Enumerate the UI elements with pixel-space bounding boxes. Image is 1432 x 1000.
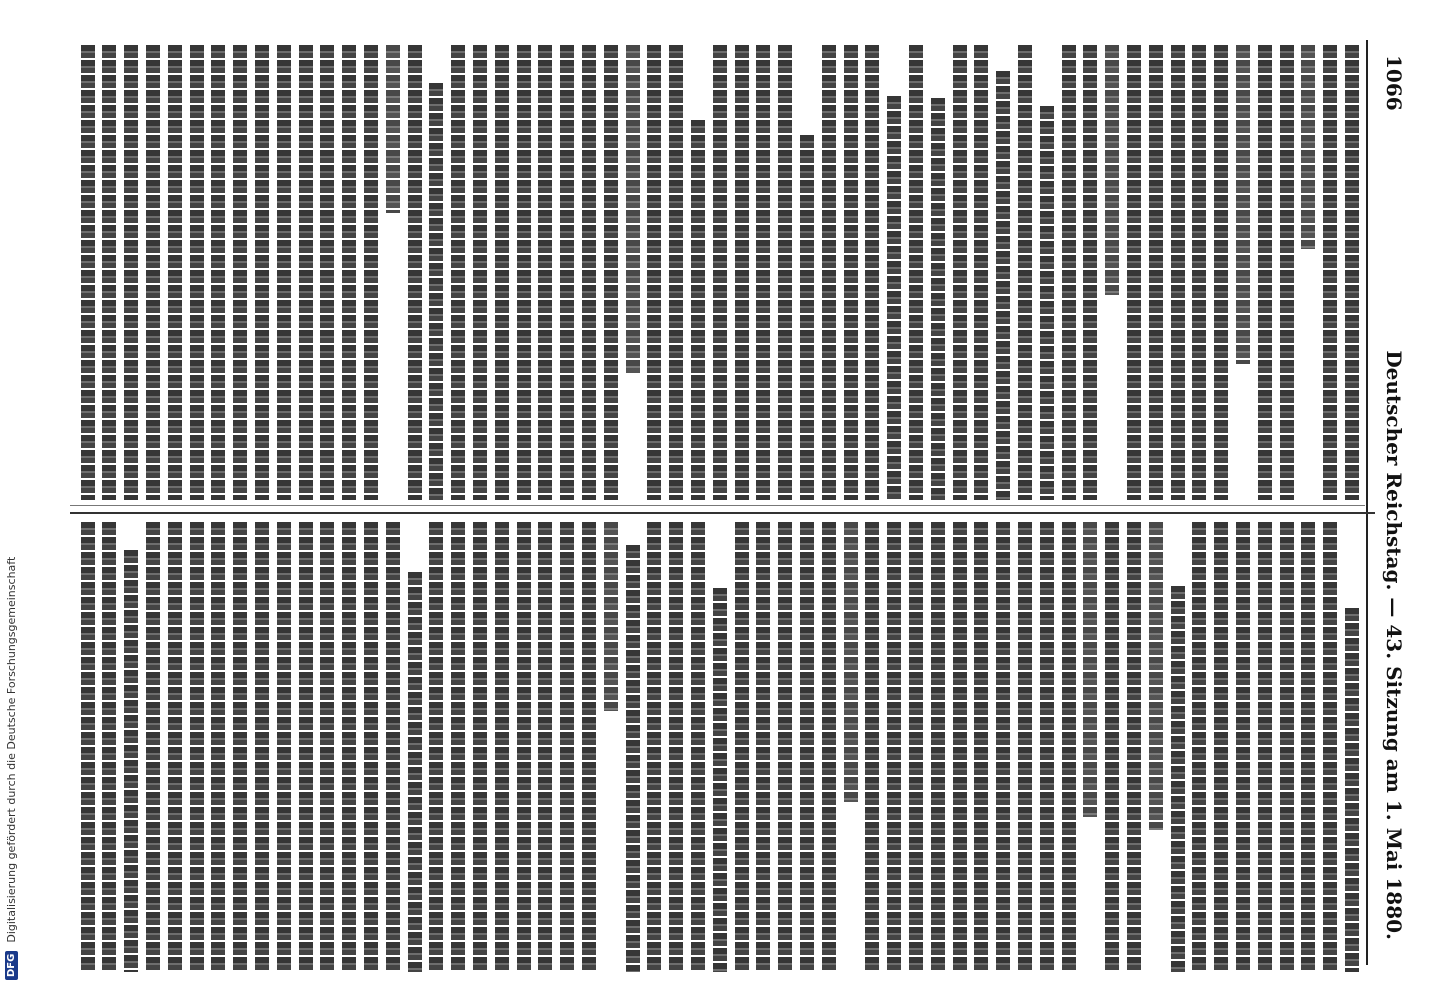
- page-number: 1066: [1382, 55, 1406, 111]
- text-line: [1018, 522, 1032, 972]
- text-line: [168, 522, 182, 972]
- text-line: [342, 45, 356, 500]
- text-line: [756, 45, 770, 500]
- text-line: [756, 522, 770, 972]
- text-line: [800, 522, 814, 972]
- text-line: [691, 522, 705, 972]
- text-line: [1105, 45, 1119, 295]
- text-line: [887, 96, 901, 500]
- text-line: [1149, 45, 1163, 500]
- text-line: [1127, 522, 1141, 972]
- text-line: [713, 45, 727, 500]
- text-line: [735, 522, 749, 972]
- text-line: [190, 522, 204, 972]
- text-line: [1083, 45, 1097, 500]
- text-line: [1192, 45, 1206, 500]
- text-line: [81, 45, 95, 500]
- text-line: [1062, 45, 1076, 500]
- text-line: [255, 45, 269, 500]
- text-line: [647, 522, 661, 972]
- text-line: [931, 522, 945, 972]
- text-line: [146, 45, 160, 500]
- text-line: [604, 45, 618, 500]
- column-divider: [70, 512, 1375, 514]
- text-line: [429, 522, 443, 972]
- text-line: [713, 588, 727, 972]
- text-line: [408, 45, 422, 500]
- text-line: [1149, 522, 1163, 830]
- text-line: [996, 71, 1010, 500]
- text-line: [1345, 608, 1359, 972]
- text-line: [931, 98, 945, 500]
- text-line: [953, 45, 967, 500]
- text-line: [538, 45, 552, 500]
- text-line: [1301, 522, 1315, 972]
- text-line: [1214, 45, 1228, 500]
- text-line: [822, 522, 836, 972]
- text-line: [277, 45, 291, 500]
- text-line: [1127, 45, 1141, 500]
- text-line: [495, 522, 509, 972]
- text-line: [451, 45, 465, 500]
- text-line: [626, 545, 640, 972]
- text-line: [1171, 586, 1185, 972]
- text-line: [168, 45, 182, 500]
- text-line: [320, 522, 334, 972]
- text-line: [1345, 45, 1359, 500]
- column-rule: [70, 505, 1365, 506]
- text-line: [800, 135, 814, 500]
- text-line: [1236, 522, 1250, 972]
- text-line: [822, 45, 836, 500]
- text-column-bottom: [70, 522, 1360, 972]
- text-line: [1062, 522, 1076, 972]
- running-header: [1376, 0, 1412, 1000]
- text-line: [342, 522, 356, 972]
- text-line: [233, 522, 247, 972]
- text-line: [1301, 45, 1315, 249]
- text-line: [974, 45, 988, 500]
- text-line: [1040, 106, 1054, 500]
- text-line: [1258, 45, 1272, 500]
- text-line: [1214, 522, 1228, 972]
- text-line: [560, 45, 574, 500]
- text-line: [1323, 45, 1337, 500]
- text-line: [255, 522, 269, 972]
- text-line: [386, 45, 400, 213]
- text-line: [669, 45, 683, 500]
- text-line: [887, 522, 901, 972]
- text-line: [102, 45, 116, 500]
- text-line: [277, 522, 291, 972]
- text-lines: [70, 45, 1360, 500]
- header-rule: [1366, 40, 1368, 965]
- digitization-footer: [0, 0, 22, 1000]
- text-line: [1083, 522, 1097, 817]
- text-line: [1236, 45, 1250, 364]
- text-line: [451, 522, 465, 972]
- text-line: [386, 522, 400, 972]
- text-line: [1258, 522, 1272, 972]
- text-line: [233, 45, 247, 500]
- text-line: [408, 572, 422, 972]
- text-line: [81, 522, 95, 972]
- text-line: [953, 522, 967, 972]
- text-line: [691, 120, 705, 500]
- text-line: [582, 45, 596, 500]
- text-lines: [70, 522, 1360, 972]
- text-line: [560, 522, 574, 972]
- text-line: [364, 522, 378, 972]
- text-line: [909, 522, 923, 972]
- text-line: [1192, 522, 1206, 972]
- text-line: [495, 45, 509, 500]
- text-line: [211, 522, 225, 972]
- text-line: [647, 45, 661, 500]
- text-line: [473, 45, 487, 500]
- text-line: [299, 45, 313, 500]
- text-line: [1323, 522, 1337, 972]
- text-line: [320, 45, 334, 500]
- text-line: [146, 522, 160, 972]
- text-line: [1105, 522, 1119, 972]
- text-line: [1280, 522, 1294, 972]
- text-line: [669, 522, 683, 972]
- text-line: [1018, 45, 1032, 500]
- text-line: [626, 45, 640, 373]
- text-line: [429, 83, 443, 500]
- text-line: [211, 45, 225, 500]
- text-line: [909, 45, 923, 500]
- text-line: [974, 522, 988, 972]
- text-line: [1171, 45, 1185, 500]
- text-line: [1040, 522, 1054, 972]
- running-title: Deutscher Reichstag. — 43. Sitzung am 1. Mai 1880.: [1382, 350, 1406, 940]
- text-line: [844, 45, 858, 500]
- text-line: [865, 522, 879, 972]
- text-line: [1280, 45, 1294, 500]
- text-column-top: [70, 45, 1360, 500]
- text-line: [124, 550, 138, 972]
- text-line: [473, 522, 487, 972]
- text-line: [517, 522, 531, 972]
- text-line: [865, 45, 879, 500]
- text-line: [735, 45, 749, 500]
- text-line: [844, 522, 858, 802]
- text-line: [996, 522, 1010, 972]
- text-line: [538, 522, 552, 972]
- text-line: [364, 45, 378, 500]
- text-line: [124, 45, 138, 500]
- text-line: [582, 522, 596, 972]
- text-line: [190, 45, 204, 500]
- text-line: [299, 522, 313, 972]
- dfg-logo: DFG: [5, 951, 18, 980]
- digitization-notice: Digitalisierung gefördert durch die Deutsche Forschungsgemeinschaft: [4, 556, 18, 943]
- text-line: [778, 522, 792, 972]
- text-line: [102, 522, 116, 972]
- text-line: [517, 45, 531, 500]
- text-line: [778, 45, 792, 500]
- text-line: [604, 522, 618, 711]
